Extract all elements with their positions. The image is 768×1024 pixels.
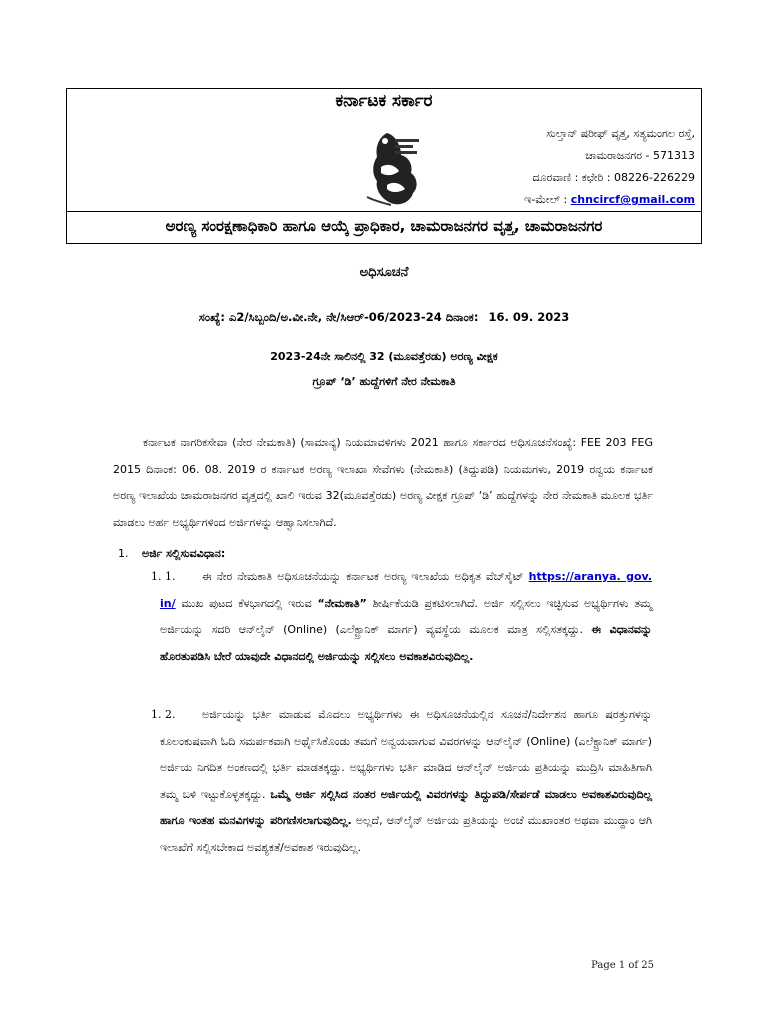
letterhead-divider [67,211,701,212]
item-1-1-text-b: ಮುಖ ಪುಟದ ಕೆಳಭಾಗದಲ್ಲಿ ಇರುವ [181,596,312,610]
address-line-1: ಸುಲ್ತಾನ್ ಷರೀಫ್ ವೃತ್ತ, ಸತ್ಯಮಂಗಲ ರಸ್ತೆ, [546,127,695,140]
item-1-1-paragraph [160,564,652,670]
item-1-2-text-a: ಅರ್ಜಿಯನ್ನು ಭರ್ತಿ ಮಾಡುವ ಮೊದಲು ಅಭ್ಯರ್ಥಿಗಳು ಈ ಅಧಿಸೂಚನೆಯಲ್ಲಿನ ಸೂಚನೆ/ನಿರ್ದೇಶನ ಹಾಗೂ ಷರತ್ತುಗಳನ್ನು ಕೂಲಂಕುಷವಾಗಿ ಓದಿ ಸಮರ್ಪಕವಾಗಿ ಅರ್ಥೈಸಿಕೊಂಡು ತಮಗೆ ಅನ್ವಯವಾಗುವ ವಿವರಗಳನ್ನು ಆನ್‌ಲೈನ್ (Online) (ಎಲೆಕ್ಟ್ರಾನಿಕ್ ಮಾರ್ಗ) ಅರ್ಜಿಯ ನಿಗದಿತ ಅಂಕಣದಲ್ಲಿ ಭರ್ತಿ ಮಾಡತಕ್ಕದ್ದು. ಅಭ್ಯರ್ಥಿಗಳು ಭರ್ತಿ ಮಾಡಿದ ಆನ್‌ಲೈನ್ ಅರ್ಜಿಯ ಪ್ರತಿಯನ್ನು ಮುದ್ರಿಸಿ ಮಾಹಿತಿಗಾಗಿ ತಮ್ಮ ಬಳಿ ಇಟ್ಟುಕೊಳ್ಳತಕ್ಕದ್ದು. [160,708,652,801]
karnataka-emblem-icon [357,127,429,209]
notification-heading: ಅಧಿಸೂಚನೆ [359,265,409,280]
email-link[interactable]: chncircf@gmail.com [570,193,695,206]
office-address [524,123,695,211]
aranya-website-link[interactable]: https://aranya. gov. in/ [160,570,653,610]
office-title: ಅರಣ್ಯ ಸಂರಕ್ಷಣಾಧಿಕಾರಿ ಹಾಗೂ ಆಯ್ಕೆ ಪ್ರಾಧಿಕಾರ, ಚಾಮರಾಜನಗರ ವೃತ್ತ, ಚಾಮರಾಜನಗರ [165,217,603,235]
item-1-2-paragraph [160,702,652,861]
section-1-number: 1. [118,547,129,560]
email-line [524,189,695,211]
item-1-2-text-b: ಅಲ್ಲದೆ, ಆನ್‌ಲೈನ್ ಅರ್ಜಿಯ ಪ್ರತಿಯನ್ನು ಅಂಚೆ ಮುಖಾಂತರ ಅಥವಾ ಮುದ್ದಾಂ ಆಗಿ ಇಲಾಖೆಗೆ ಸಲ್ಲಿಸಬೇಕಾದ ಅವಶ್ಯಕತೆ/ಅವಕಾಶ ಇರುವುದಿಲ್ಲ. [160,814,652,854]
letterhead [66,88,702,244]
email-label: ಇ-ಮೇಲ್ : [524,193,568,206]
government-title: ಕರ್ನಾಟಕ ಸರ್ಕಾರ [335,91,433,111]
section-1-title: ಅರ್ಜಿ ಸಲ್ಲಿಸುವವಿಧಾನ: [142,547,226,560]
item-1-2-bold-note: ಒಮ್ಮೆ ಅರ್ಜಿ ಸಲ್ಲಿಸಿದ ನಂತರ ಅರ್ಜಿಯಲ್ಲಿ ವಿವರಗಳನ್ನು ತಿದ್ದುಪಡಿ/ಸೇರ್ಪಡೆ ಮಾಡಲು ಅವಕಾಶವಿರುವುದಿಲ್ಲ ಹಾಗೂ ಇಂತಹ ಮನವಿಗಳನ್ನು ಪರಿಗಣಿಸಲಾಗುವುದಿಲ್ಲ. [160,787,652,827]
item-1-1-number: 1. 1. [151,570,176,583]
intro-paragraph: ಕರ್ನಾಟಕ ನಾಗರಿಕಸೇವಾ (ನೇರ ನೇಮಕಾತಿ) (ಸಾಮಾನ್ಯ) ನಿಯಮಾವಳಿಗಳು 2021 ಹಾಗೂ ಸರ್ಕಾರದ ಅಧಿಸೂಚನೆಸಂಖ್ಯೆ: FEE 203 FEG 2015 ದಿನಾಂಕ: 06. 08. 2019 ರ ಕರ್ನಾಟಕ ಅರಣ್ಯ ಇಲಾಖಾ ಸೇವೆಗಳು (ನೇಮಕಾತಿ) (ತಿದ್ದುಪಡಿ) ನಿಯಮಗಳು, 2019 ರನ್ವಯ ಕರ್ನಾಟಕ ಅರಣ್ಯ ಇಲಾಖೆಯ ಚಾಮರಾಜನಗರ ವೃತ್ತದಲ್ಲಿ ಖಾಲಿ ಇರುವ 32(ಮೂವತ್ತೆರಡು) ಅರಣ್ಯ ವೀಕ್ಷಕ ಗ್ರೂಪ್ ‘ಡಿ’ ಹುದ್ದೆಗಳನ್ನು ನೇರ ನೇಮಕಾತಿ ಮೂಲಕ ಭರ್ತಿ ಮಾಡಲು ಅರ್ಹ ಅಭ್ಯರ್ಥಿಗಳಿಂದ ಅರ್ಜಿಗಳನ್ನು ಆಹ್ವಾನಿಸಲಾಗಿದೆ. [113,436,653,529]
item-1-2-number: 1. 2. [151,708,176,721]
subject-line-1: 2023-24ನೇ ಸಾಲಿನಲ್ಲಿ 32 (ಮೂವತ್ತೆರಡು) ಅರಣ್ಯ ವೀಕ್ಷಕ [270,350,498,363]
item-1-1-text-c: ಶೀರ್ಷಿಕೆಯಡಿ ಪ್ರಕಟಿಸಲಾಗಿದೆ. ಅರ್ಜಿ ಸಲ್ಲಿಸಲು ಇಚ್ಛಿಸುವ ಅಭ್ಯರ್ಥಿಗಳು ತಮ್ಮ ಅರ್ಜಿಯನ್ನು ಸದರಿ ಆನ್‌ಲೈನ್ (Online) (ಎಲೆಕ್ಟ್ರಾನಿಕ್ ಮಾರ್ಗ) ವ್ಯವಸ್ಥೆಯ ಮೂಲಕ ಮಾತ್ರ ಸಲ್ಲಿಸತಕ್ಕದ್ದು. [160,596,653,636]
section-1-heading [118,547,225,561]
phone-number: ದೂರವಾಣಿ : ಕಛೇರಿ : 08226-226229 [532,171,695,184]
reference-number: ಸಂಖ್ಯೆ: ಎ2/ಸಿಬ್ಬಂದಿ/ಅ.ವೀ.ನೇ, ನೇ/ಸಿಆರ್-06/2023-24 ದಿನಾಂಕ: [198,310,479,324]
subject-line-2: ಗ್ರೂಪ್ ‘ಡಿ’ ಹುದ್ದೆಗಳಿಗೆ ನೇರ ನೇಮಕಾತಿ [312,375,456,388]
item-1-1-bold-note: ಈ ವಿಧಾನವನ್ನು ಹೊರತುಪಡಿಸಿ ಬೇರೆ ಯಾವುದೇ ವಿಧಾನದಲ್ಲಿ ಅರ್ಜಿಯನ್ನು ಸಲ್ಲಿಸಲು ಅವಕಾಶವಿರುವುದಿಲ್ಲ. [160,623,652,663]
reference-date: 16. 09. 2023 [488,310,570,324]
item-1-1-recruitment-heading: “ನೇಮಕಾತಿ” [317,596,367,610]
address-line-2: ಚಾಮರಾಜನಗರ - 571313 [585,149,695,162]
item-1-1-text-a: ಈ ನೇರ ನೇಮಕಾತಿ ಅಧಿಸೂಚನೆಯನ್ನು ಕರ್ನಾಟಕ ಅರಣ್ಯ ಇಲಾಖೆಯ ಅಧಿಕೃತ ವೆಬ್‌ಸೈಟ್ [202,570,524,583]
page-number: Page 1 of 25 [591,960,654,971]
reference-line [66,310,702,325]
